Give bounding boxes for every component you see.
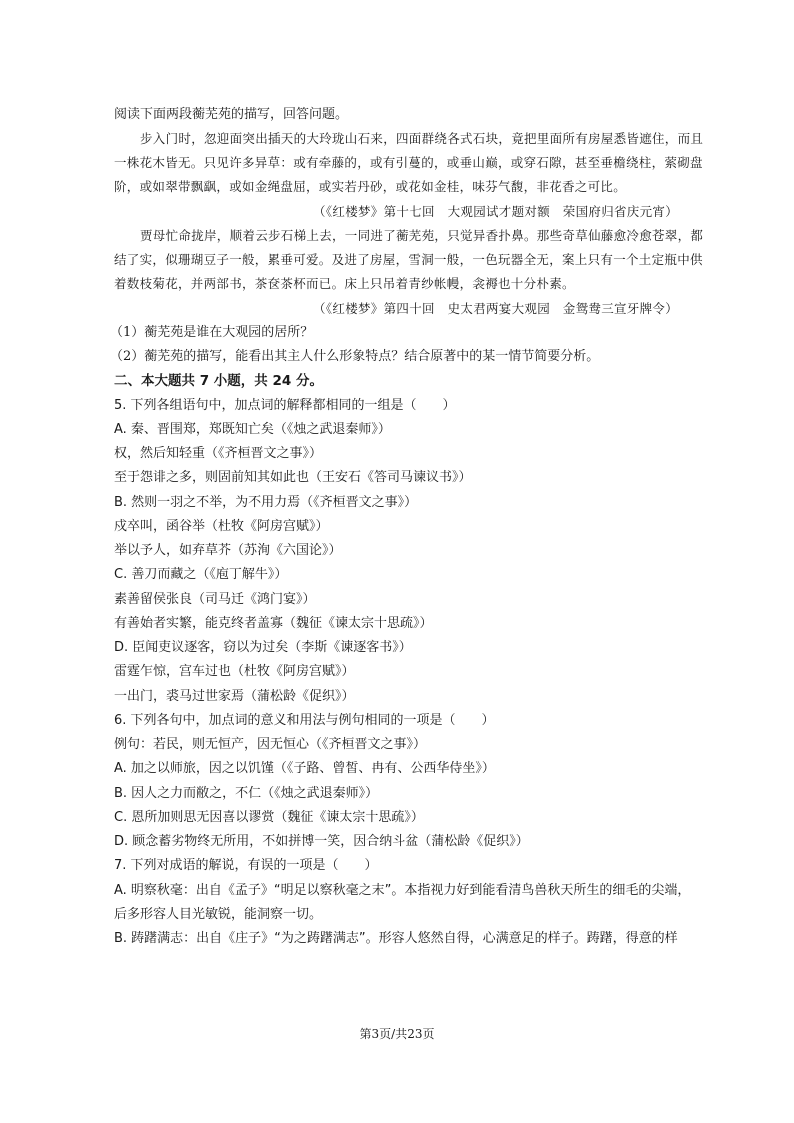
question-5-line: D. 臣闻吏议逐客，窃以为过矣（李斯《谏逐客书》） xyxy=(114,640,412,655)
question-5-line: 有善始者实繁，能克终者盖寡（魏征《谏太宗十思疏》） xyxy=(114,616,433,631)
passage1-line: 阶，或如翠带飘飖，或如金绳盘屈，或实若丹砂，或花如金桂，味芬气馥，非花香之可比。 xyxy=(114,179,627,194)
question-4-1: （1）蘅芜苑是谁在大观园的居所？ xyxy=(110,325,314,340)
section-heading: 二、本大题共 7 小题，共 24 分。 xyxy=(114,373,323,389)
question-6-example: 例句：若民，则无恒产，因无恒心（《齐桓晋文之事》） xyxy=(114,737,427,752)
passage2-line: 结了实，似珊瑚豆子一般，累垂可爱。及进了房屋，雪洞一般，一色玩器全无，案上只有一个土定瓶中供 xyxy=(114,252,703,267)
question-6-option: A. 加之以师旅，因之以饥馑（《子路、曾皙、冉有、公西华侍坐》） xyxy=(114,761,495,776)
question-5-line: A. 秦、晋围郑，郑既知亡矣（《烛之武退秦师》） xyxy=(114,422,391,437)
question-7-line: A. 明察秋毫：出自《孟子》“明足以察秋毫之末”。本指视力好到能看清鸟兽秋天所生的细毛的尖端， xyxy=(114,883,691,898)
question-5-line: C. 善刀而藏之（《庖丁解牛》） xyxy=(114,567,288,582)
question-5-line: 举以予人，如弃草芥（苏洵《六国论》） xyxy=(114,543,342,558)
question-5-line: 素善留侯张良（司马迁《鸿门宴》） xyxy=(114,592,316,607)
question-5-line: B. 然则一羽之不举，为不用力焉（《齐桓晋文之事》） xyxy=(114,495,418,510)
question-5-line: 至于怨诽之多，则固前知其如此也（王安石《答司马谏议书》） xyxy=(114,470,472,485)
question-5-stem: 5. 下列各组语句中，加点词的解释都相同的一组是（ ） xyxy=(114,398,456,413)
page-number: 第3页/共23页 xyxy=(359,1027,435,1041)
question-5-line: 一出门，裘马过世家焉（蒲松龄《促织》） xyxy=(114,689,355,704)
question-6-stem: 6. 下列各句中，加点词的意义和用法与例句相同的一项是（ ） xyxy=(114,713,495,728)
passage2-line: 着数枝菊花，并两部书，茶奁茶杯而已。床上只吊着青纱帐幔，衾褥也十分朴素。 xyxy=(114,276,575,291)
passage1-line: 一株花木皆无。只见许多异草：或有牵藤的，或有引蔓的，或垂山巅，或穿石隙，甚至垂檐绕柱，萦砌盘 xyxy=(114,155,703,170)
question-5-line: 戍卒叫，函谷举（杜牧《阿房宫赋》） xyxy=(114,519,329,534)
passage2-source: （《红楼梦》第四十回 史太君两宴大观园 金鸳鸯三宣牙牌令） xyxy=(313,301,678,316)
question-6-option: D. 顾念蓄劣物终无所用，不如拼博一笑，因合纳斗盆（蒲松龄《促织》） xyxy=(114,834,529,849)
question-5-line: 雷霆乍惊，宫车过也（杜牧《阿房宫赋》） xyxy=(114,664,355,679)
question-4-2: （2）蘅芜苑的描写，能看出其主人什么形象特点？结合原著中的某一情节简要分析。 xyxy=(110,349,600,364)
reading-intro: 阅读下面两段蘅芜苑的描写，回答问题。 xyxy=(114,107,349,122)
question-7-line: 后多形容人目光敏锐，能洞察一切。 xyxy=(114,907,323,922)
passage1-source: （《红楼梦》第十七回 大观园试才题对额 荣国府归省庆元宵） xyxy=(313,204,678,219)
question-6-option: B. 因人之力而敝之，不仁（《烛之武退秦师》） xyxy=(114,786,379,801)
question-5-line: 权，然后知轻重（《齐桓晋文之事》） xyxy=(114,446,323,461)
passage2-line: 贾母忙命拢岸，顺着云步石梯上去，一同进了蘅芜苑，只觉异香扑鼻。那些奇草仙藤愈冷愈苍翠，都 xyxy=(140,228,704,243)
question-6-option: C. 恩所加则思无因喜以谬赏（魏征《谏太宗十思疏》） xyxy=(114,810,424,825)
passage1-line: 步入门时，忽迎面突出插天的大玲珑山石来，四面群绕各式石块，竟把里面所有房屋悉皆遮住，而且 xyxy=(140,131,704,146)
question-7-stem: 7. 下列对成语的解说，有误的一项是（ ） xyxy=(114,858,378,873)
question-7-line: B. 踌躇满志：出自《庄子》“为之踌躇满志”。形容人悠然自得，心满意足的样子。踌躇，得意的样 xyxy=(114,931,678,946)
